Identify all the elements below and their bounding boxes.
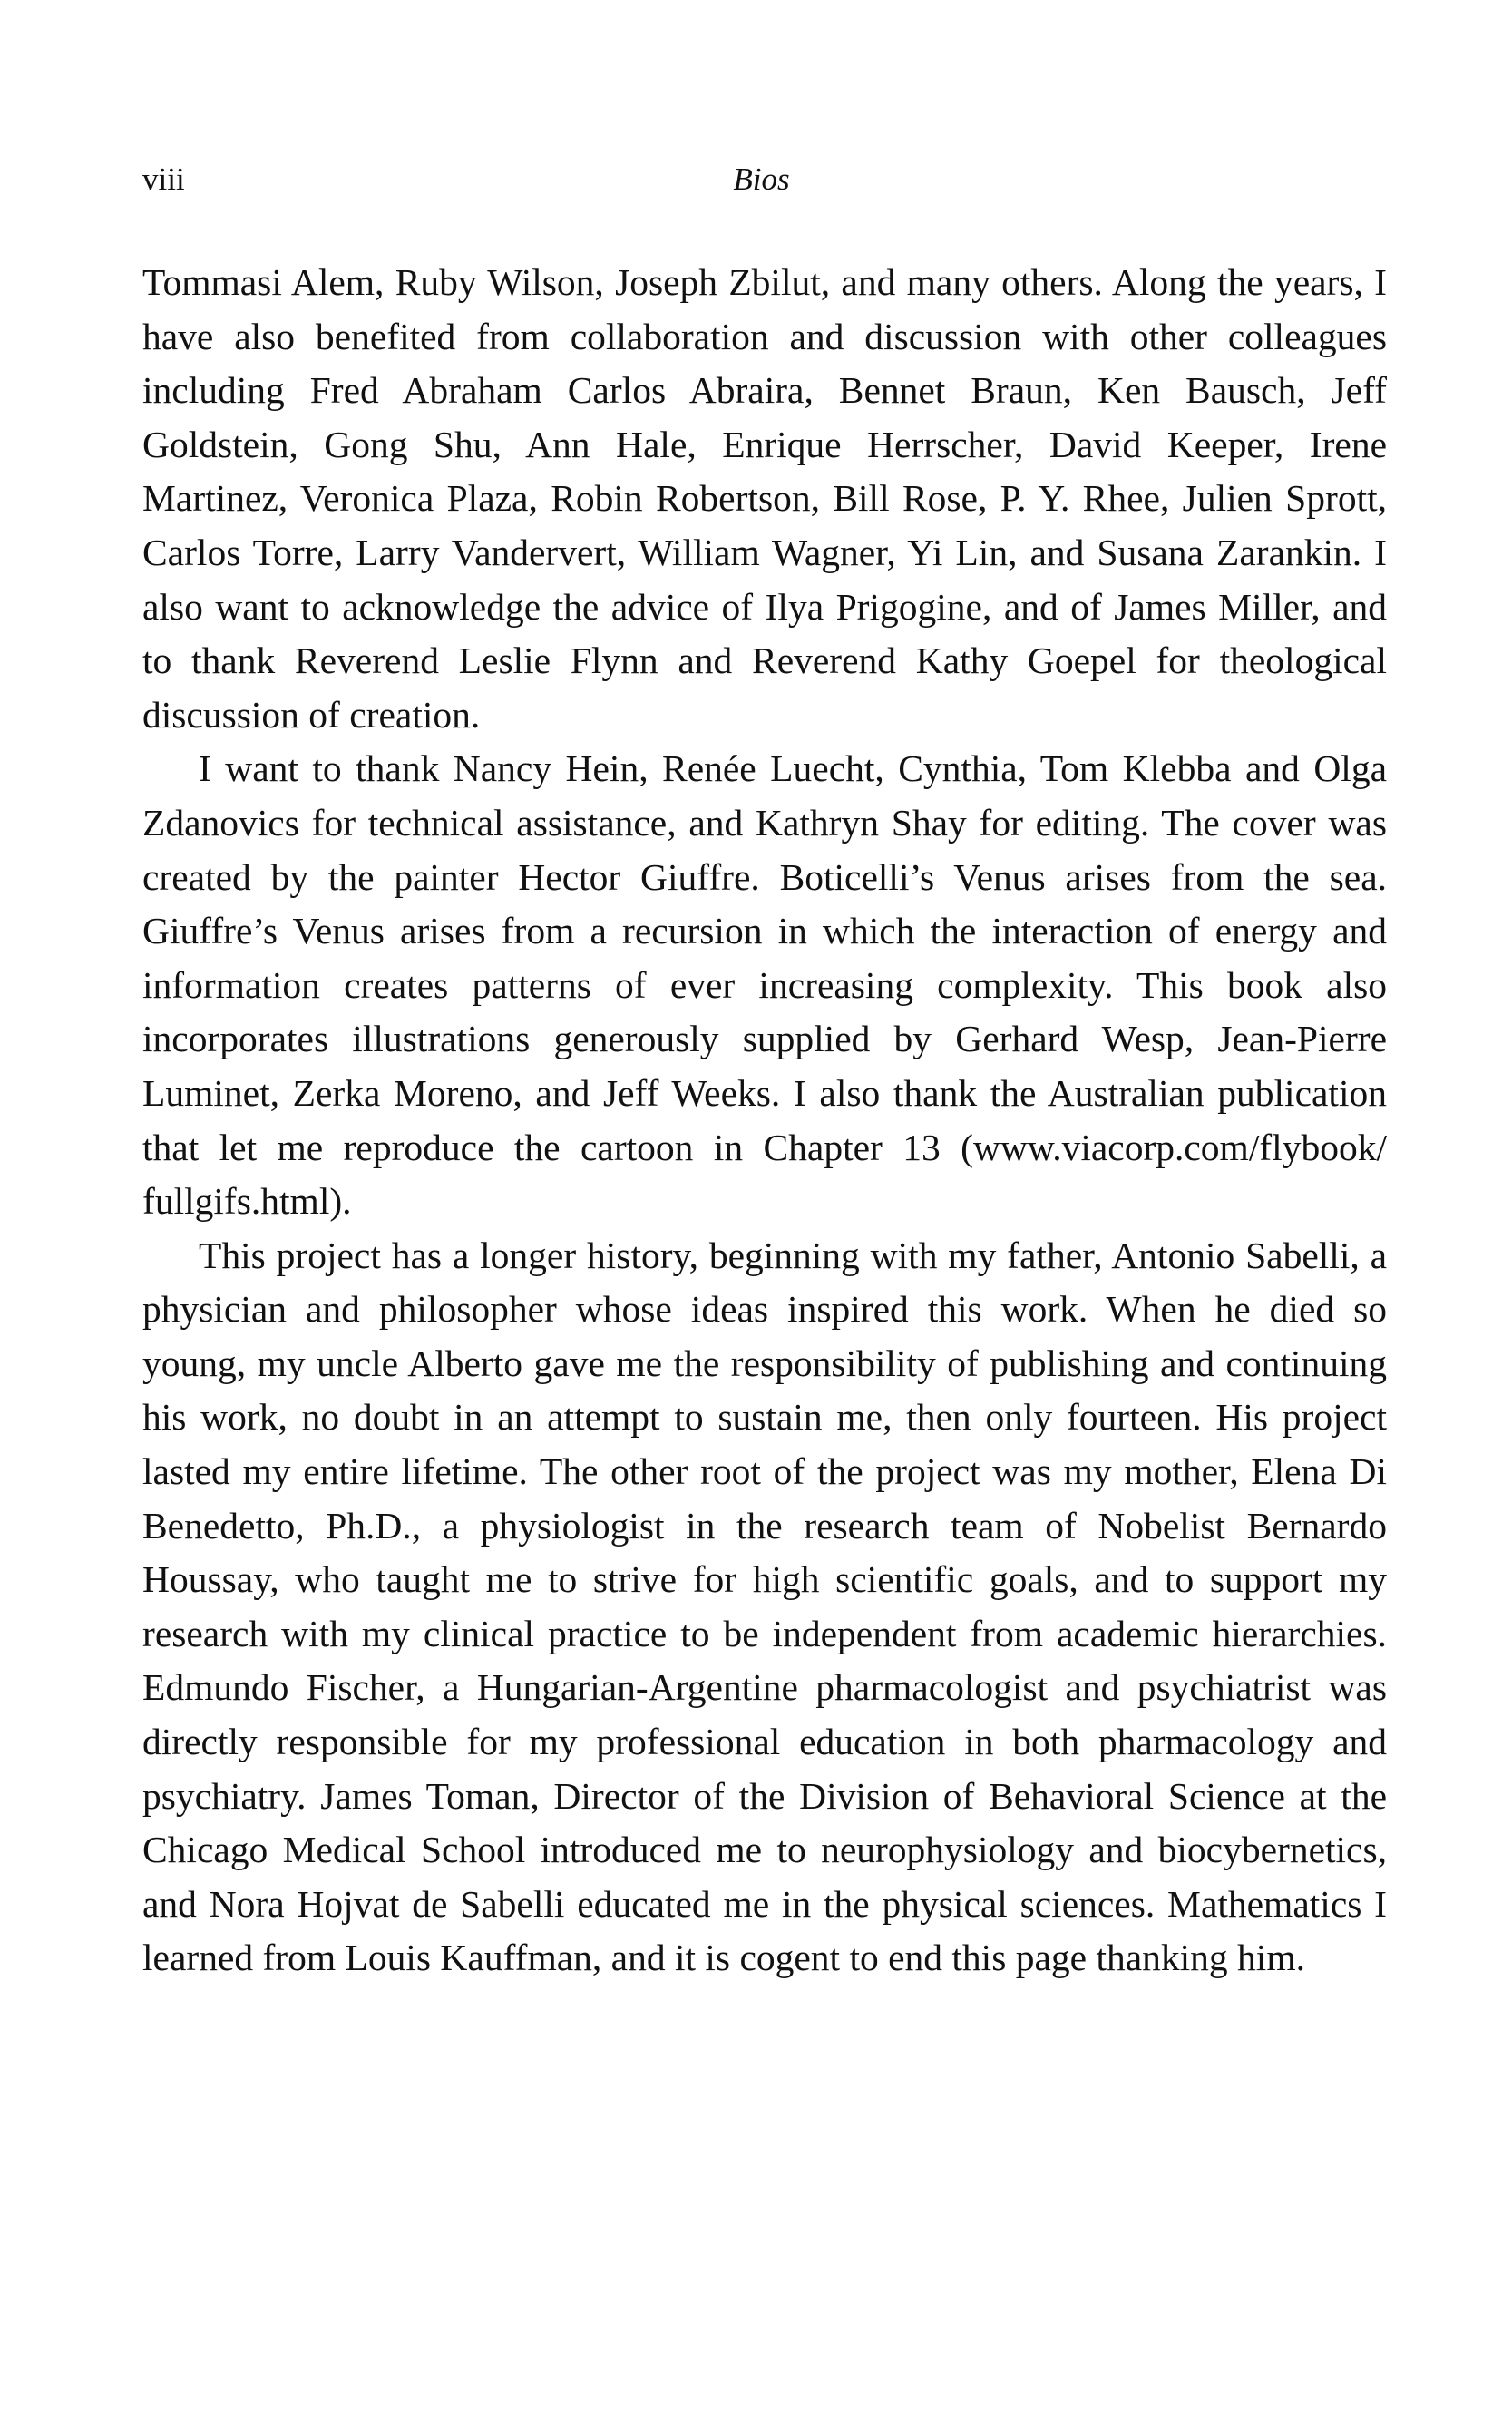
body-text bbox=[142, 256, 1387, 1986]
page-number: viii bbox=[142, 161, 185, 197]
paragraph-acknowledgements: I want to thank Nancy Hein, Renée Luecht, Cynthia, Tom Klebba and Olga Zdanovics for technical assistance, and Kathryn Shay for editing. The cover was created by the painter Hector Giuffre. Boticelli’s Venus arises from the sea. Giuffre’s Venus arises from a recursion in which the interaction of energy and information creates patterns of ever increasing complexity. This book also incorporates illustrations generously supplied by Gerhard Wesp, Jean-Pierre Luminet, Zerka Moreno, and Jeff Weeks. I also thank the Australian publication that let me reproduce the cartoon in Chapter 13 (www.viacorp.com/flybook/ fullgifs.html). bbox=[142, 747, 1387, 1223]
paragraph-history: This project has a longer history, beginning with my father, Antonio Sabelli, a physician and philosopher whose ideas inspired this work. When he died so young, my uncle Alberto gave me the responsibility of publishing and continuing his work, no doubt in an attempt to sustain me, then only fourteen. His project lasted my entire lifetime. The other root of the project was my mother, Elena Di Benedetto, Ph.D., a physiologist in the research team of Nobelist Bernardo Houssay, who taught me to strive for high scientific goals, and to support my research with my clinical practice to be independent from academic hierarchies. Edmundo Fischer, a Hungarian-Argentine pharmacologist and psychiatrist was directly responsible for my professional education in both pharmacology and psychiatry. James Toman, Director of the Division of Behavioral Science at the Chicago Medical School introduced me to neurophysiology and biocybernetics, and Nora Hojvat de Sabelli educated me in the physical sciences. Mathematics I learned from Louis Kauffman, and it is cogent to end this page thanking him. bbox=[142, 1234, 1387, 1979]
running-head bbox=[142, 161, 1380, 207]
running-title: Bios bbox=[733, 161, 790, 197]
paragraph-continued: Tommasi Alem, Ruby Wilson, Joseph Zbilut, and many others. Along the years, I have also benefited from collaboration and discussion with other colleagues including Fred Abraham Carlos Abraira, Bennet Braun, Ken Bausch, Jeff Goldstein, Gong Shu, Ann Hale, Enrique Herrscher, David Keeper, Irene Martinez, Veronica Plaza, Robin Robertson, Bill Rose, P. Y. Rhee, Julien Sprott, Carlos Torre, Larry Vandervert, William Wagner, Yi Lin, and Susana Zarankin. I also want to acknowledge the advice of Ilya Prigogine, and of James Miller, and to thank Reverend Leslie Flynn and Reverend Kathy Goepel for theological discussion of creation. bbox=[142, 261, 1387, 736]
